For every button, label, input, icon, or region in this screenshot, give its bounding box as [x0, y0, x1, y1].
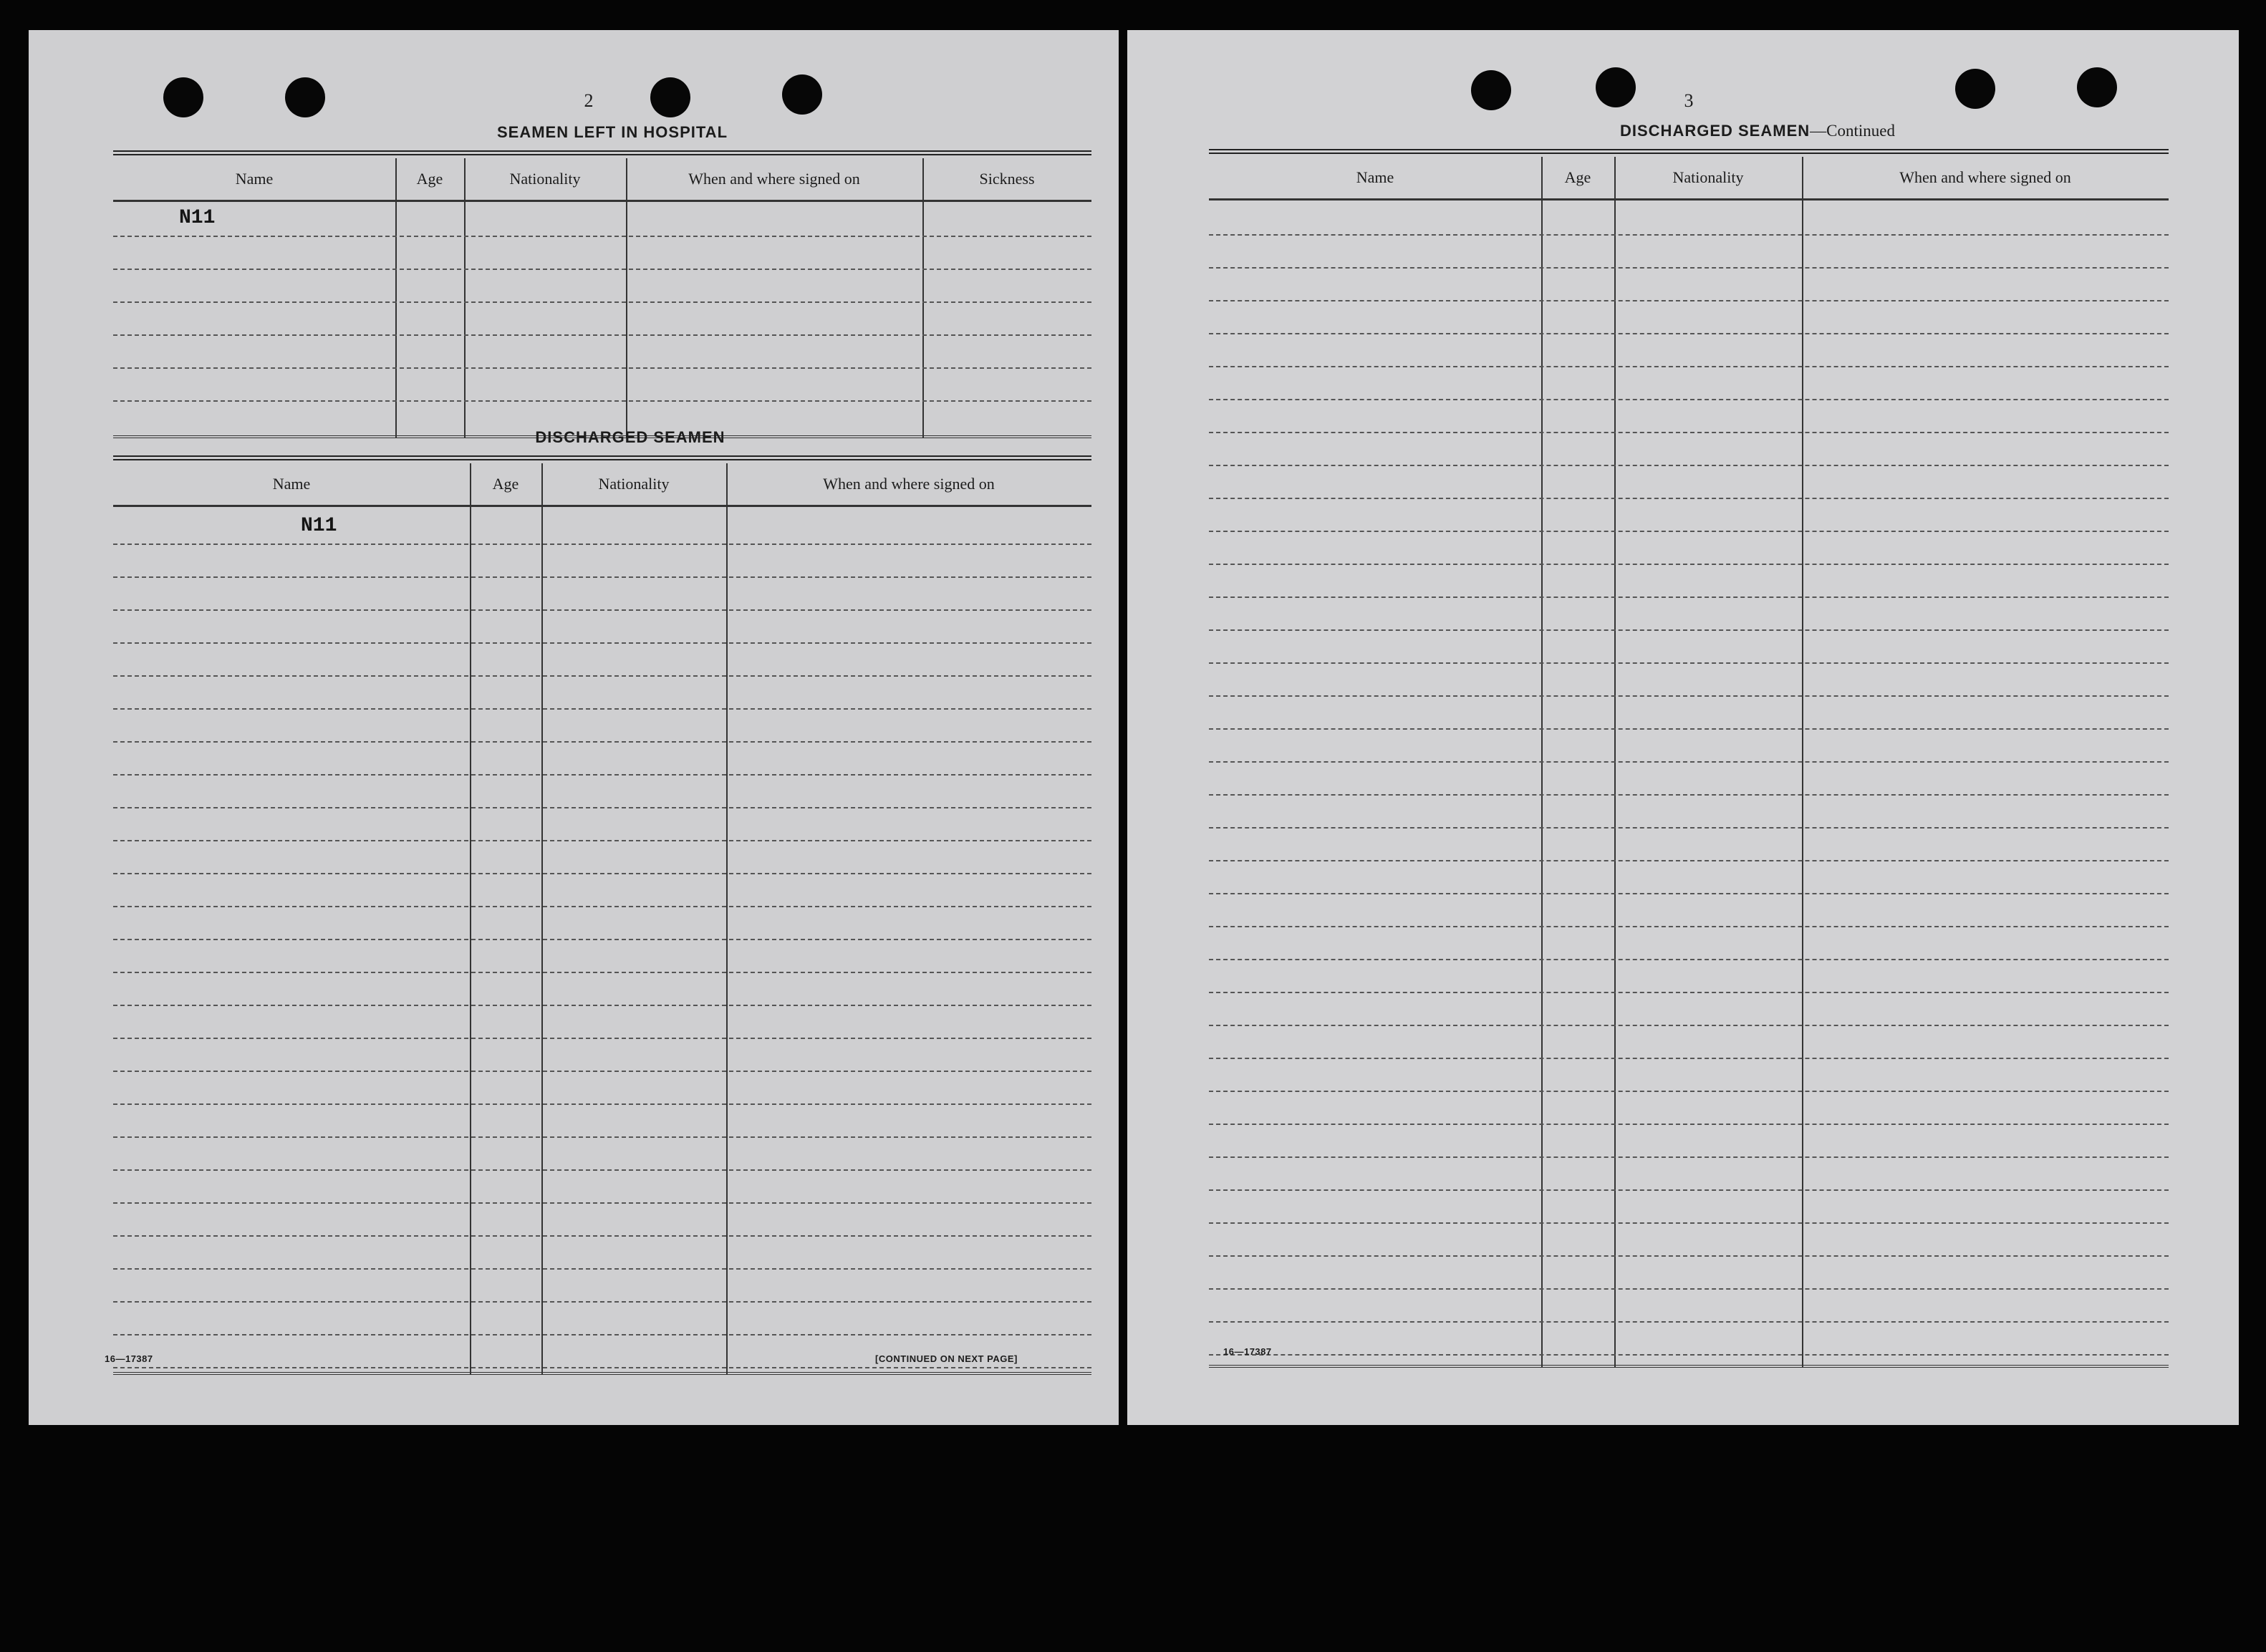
section-title-main: DISCHARGED SEAMEN	[1620, 122, 1811, 140]
row-rule	[113, 269, 1091, 270]
continued-note: [CONTINUED ON NEXT PAGE]	[875, 1353, 1018, 1364]
section-title-suffix: —Continued	[1810, 122, 1895, 140]
row-rule	[113, 873, 1091, 874]
row-rule	[1209, 761, 2169, 763]
form-code: 16—17387	[105, 1353, 153, 1364]
column-header-age: Age	[492, 475, 519, 493]
form-code: 16—17387	[1223, 1346, 1272, 1357]
punch-hole	[2077, 67, 2117, 107]
row-rule	[1209, 827, 2169, 829]
row-rule	[113, 1235, 1091, 1237]
row-rule	[1209, 1222, 2169, 1224]
row-rule	[113, 576, 1091, 578]
row-rule	[113, 334, 1091, 336]
row-rule	[1209, 695, 2169, 697]
row-rule	[1209, 1091, 2169, 1092]
row-rule	[1209, 564, 2169, 565]
table-header	[113, 158, 1091, 202]
column-header-signed-on: When and where signed on	[1899, 168, 2071, 186]
hospital-table	[113, 150, 1091, 438]
row-rule	[1209, 662, 2169, 664]
row-rule	[1209, 1156, 2169, 1158]
row-rule	[1209, 465, 2169, 466]
row-rule	[1209, 629, 2169, 631]
punch-hole	[782, 74, 822, 115]
row-rule	[113, 741, 1091, 743]
discharged-entry-name: N11	[301, 515, 337, 537]
row-rule	[1209, 728, 2169, 730]
row-rule	[1209, 498, 2169, 499]
punch-hole	[1596, 67, 1636, 107]
row-rule	[1209, 1058, 2169, 1059]
column-header-nationality: Nationality	[598, 475, 670, 493]
page-number: 2	[584, 90, 594, 111]
row-rule	[1209, 860, 2169, 861]
row-rule	[113, 939, 1091, 940]
column-header-signed-on: When and where signed on	[823, 475, 995, 493]
row-rule	[113, 1301, 1091, 1303]
left-page	[29, 30, 1119, 1425]
table-header	[113, 463, 1091, 507]
row-rule	[1209, 959, 2169, 960]
discharged-table	[113, 455, 1091, 1375]
row-rule	[1209, 432, 2169, 433]
row-rule	[113, 972, 1091, 973]
hospital-entry-name: N11	[179, 207, 216, 229]
row-rule	[1209, 992, 2169, 993]
row-rule	[113, 807, 1091, 808]
punch-hole	[163, 77, 203, 117]
row-rule	[1209, 366, 2169, 367]
row-rule	[113, 1103, 1091, 1105]
column-header-nationality: Nationality	[1672, 168, 1744, 186]
row-rule	[1209, 794, 2169, 796]
hospital-section-title: SEAMEN LEFT IN HOSPITAL	[496, 123, 728, 141]
punch-hole	[285, 77, 325, 117]
row-rule	[113, 1071, 1091, 1072]
row-rule	[113, 840, 1091, 841]
discharged-continued-title	[1450, 122, 2065, 140]
row-rule	[113, 1136, 1091, 1138]
row-rule	[1209, 1354, 2169, 1356]
punch-hole	[650, 77, 690, 117]
discharged-continued-table	[1209, 149, 2169, 1368]
column-header-age: Age	[416, 170, 443, 188]
row-rule	[113, 400, 1091, 402]
row-rule	[1209, 1025, 2169, 1026]
row-rule	[113, 367, 1091, 369]
row-rule	[113, 236, 1091, 237]
row-rule	[1209, 531, 2169, 532]
column-header-name: Name	[272, 475, 311, 493]
row-rule	[113, 544, 1091, 545]
row-rule	[1209, 1288, 2169, 1290]
column-header-signed-on: When and where signed on	[688, 170, 860, 188]
row-rule	[113, 1268, 1091, 1270]
row-rule	[1209, 300, 2169, 301]
column-header-nationality: Nationality	[509, 170, 581, 188]
discharged-section-title: DISCHARGED SEAMEN	[535, 428, 725, 446]
row-rule	[113, 1005, 1091, 1006]
row-rule	[1209, 1124, 2169, 1125]
row-rule	[113, 1038, 1091, 1039]
row-rule	[1209, 399, 2169, 400]
row-rule	[1209, 596, 2169, 598]
table-header	[1209, 157, 2169, 201]
row-rule	[1209, 333, 2169, 334]
right-page	[1127, 30, 2239, 1425]
column-header-name: Name	[235, 170, 274, 188]
row-rule	[113, 1334, 1091, 1335]
row-rule	[113, 774, 1091, 776]
row-rule	[113, 301, 1091, 303]
row-rule	[113, 609, 1091, 611]
column-header-sickness: Sickness	[979, 170, 1035, 188]
row-rule	[113, 1169, 1091, 1171]
row-rule	[113, 1367, 1091, 1368]
row-rule	[1209, 1321, 2169, 1323]
row-rule	[113, 1202, 1091, 1204]
row-rule	[1209, 267, 2169, 269]
row-rule	[1209, 1255, 2169, 1257]
page-number: 3	[1684, 90, 1694, 111]
row-rule	[113, 642, 1091, 644]
row-rule	[1209, 234, 2169, 236]
row-rule	[1209, 926, 2169, 927]
row-rule	[1209, 893, 2169, 894]
row-rule	[1209, 1189, 2169, 1191]
column-header-age: Age	[1564, 168, 1591, 186]
row-rule	[113, 906, 1091, 907]
punch-hole	[1471, 70, 1511, 110]
row-rule	[113, 708, 1091, 710]
row-rule	[113, 675, 1091, 677]
column-header-name: Name	[1356, 168, 1394, 186]
punch-hole	[1955, 69, 1995, 109]
